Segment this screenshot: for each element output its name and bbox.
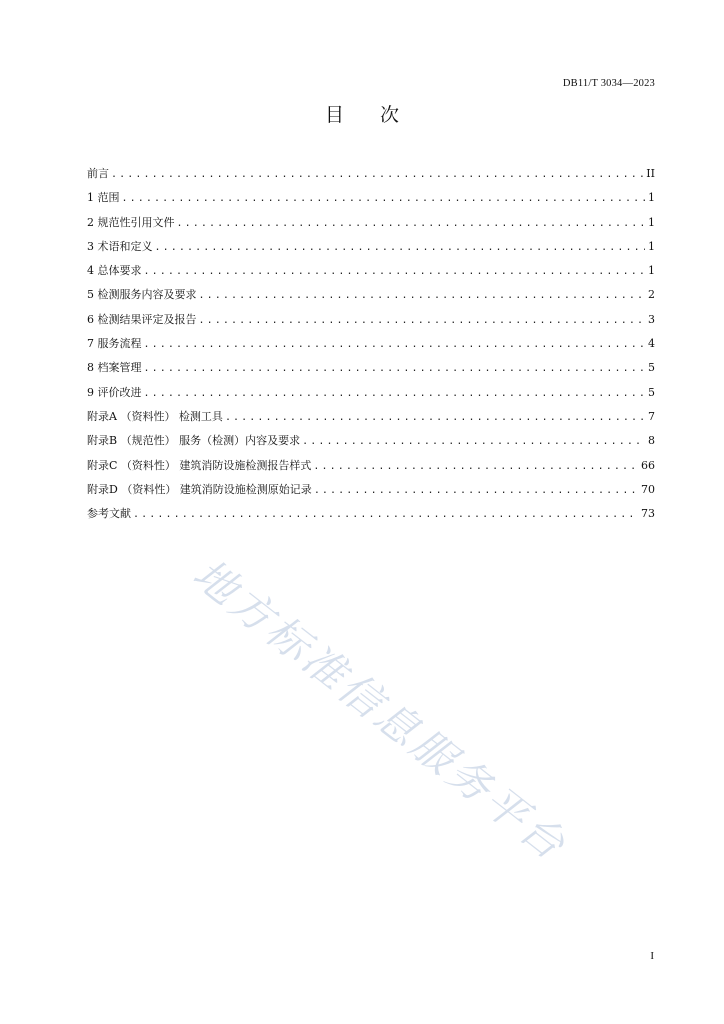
toc-entry-label: 8 档案管理 bbox=[87, 361, 142, 375]
toc-title-part1: 目 bbox=[324, 104, 344, 126]
toc-entry-result-evaluation[interactable] bbox=[87, 312, 655, 336]
toc-entry-page: 4 bbox=[648, 337, 655, 351]
toc-dot-leader bbox=[122, 191, 646, 207]
toc-entry-page: 5 bbox=[648, 385, 655, 399]
toc-entry-appendix-c[interactable] bbox=[87, 458, 655, 482]
watermark: 地方标准信息服务平台 bbox=[184, 549, 577, 871]
toc-dot-leader bbox=[144, 361, 646, 377]
toc-entry-general-requirements[interactable] bbox=[87, 263, 655, 287]
toc-title-part2: 次 bbox=[380, 104, 400, 126]
toc-dot-leader bbox=[177, 216, 646, 232]
toc-entry-page: 66 bbox=[641, 458, 655, 472]
toc-dot-leader bbox=[144, 337, 646, 353]
toc-dot-leader bbox=[144, 386, 646, 402]
toc-entry-label: 6 检测结果评定及报告 bbox=[87, 312, 197, 326]
toc-entry-label: 附录B （规范性） 服务（检测）内容及要求 bbox=[87, 434, 301, 448]
toc-entry-service-process[interactable] bbox=[87, 336, 655, 360]
toc-list bbox=[87, 166, 655, 530]
toc-entry-appendix-d[interactable] bbox=[87, 482, 655, 506]
toc-entry-normative-references[interactable] bbox=[87, 215, 655, 239]
toc-entry-page: 8 bbox=[648, 434, 655, 448]
toc-entry-bibliography[interactable] bbox=[87, 506, 655, 530]
toc-entry-page: 1 bbox=[648, 239, 655, 253]
toc-title bbox=[0, 100, 724, 127]
toc-entry-page: 70 bbox=[641, 482, 655, 496]
toc-entry-page: 3 bbox=[648, 312, 655, 326]
toc-dot-leader bbox=[155, 240, 646, 256]
toc-entry-page: 7 bbox=[648, 409, 655, 423]
toc-entry-page: 1 bbox=[648, 264, 655, 278]
toc-dot-leader bbox=[302, 434, 645, 450]
toc-entry-label: 附录C （资料性） 建筑消防设施检测报告样式 bbox=[87, 458, 312, 472]
toc-dot-leader bbox=[225, 410, 645, 426]
toc-dot-leader bbox=[144, 264, 646, 280]
toc-entry-label: 2 规范性引用文件 bbox=[87, 215, 175, 229]
toc-entry-foreword[interactable] bbox=[87, 166, 655, 190]
standard-code: DB11/T 3034—2023 bbox=[562, 78, 655, 89]
toc-entry-label: 附录D （资料性） 建筑消防设施检测原始记录 bbox=[87, 482, 312, 496]
toc-entry-page: 2 bbox=[648, 288, 655, 302]
toc-entry-label: 附录A （资料性） 检测工具 bbox=[87, 409, 223, 423]
toc-entry-label: 3 术语和定义 bbox=[87, 239, 153, 253]
toc-dot-leader bbox=[313, 459, 638, 475]
toc-entry-label: 9 评价改进 bbox=[87, 385, 142, 399]
toc-dot-leader bbox=[314, 483, 638, 499]
toc-dot-leader bbox=[199, 288, 646, 304]
toc-entry-page: II bbox=[646, 167, 655, 180]
toc-dot-leader bbox=[199, 313, 646, 329]
toc-dot-leader bbox=[111, 167, 643, 183]
toc-entry-appendix-a[interactable] bbox=[87, 409, 655, 433]
toc-entry-scope[interactable] bbox=[87, 190, 655, 214]
toc-entry-label: 前言 bbox=[87, 167, 109, 180]
toc-entry-page: 1 bbox=[648, 215, 655, 229]
toc-entry-label: 参考文献 bbox=[87, 507, 131, 521]
toc-entry-appendix-b[interactable] bbox=[87, 433, 655, 457]
toc-dot-leader bbox=[133, 507, 638, 523]
toc-entry-page: 1 bbox=[648, 191, 655, 205]
toc-entry-label: 1 范围 bbox=[87, 191, 120, 205]
toc-entry-label: 5 检测服务内容及要求 bbox=[87, 288, 197, 302]
page-number: I bbox=[650, 950, 654, 962]
toc-entry-evaluation-improvement[interactable] bbox=[87, 385, 655, 409]
toc-entry-page: 73 bbox=[641, 507, 655, 521]
toc-entry-label: 4 总体要求 bbox=[87, 264, 142, 278]
toc-entry-service-content[interactable] bbox=[87, 287, 655, 311]
toc-entry-archive-management[interactable] bbox=[87, 360, 655, 384]
toc-entry-terms-definitions[interactable] bbox=[87, 239, 655, 263]
toc-entry-page: 5 bbox=[648, 361, 655, 375]
toc-entry-label: 7 服务流程 bbox=[87, 337, 142, 351]
